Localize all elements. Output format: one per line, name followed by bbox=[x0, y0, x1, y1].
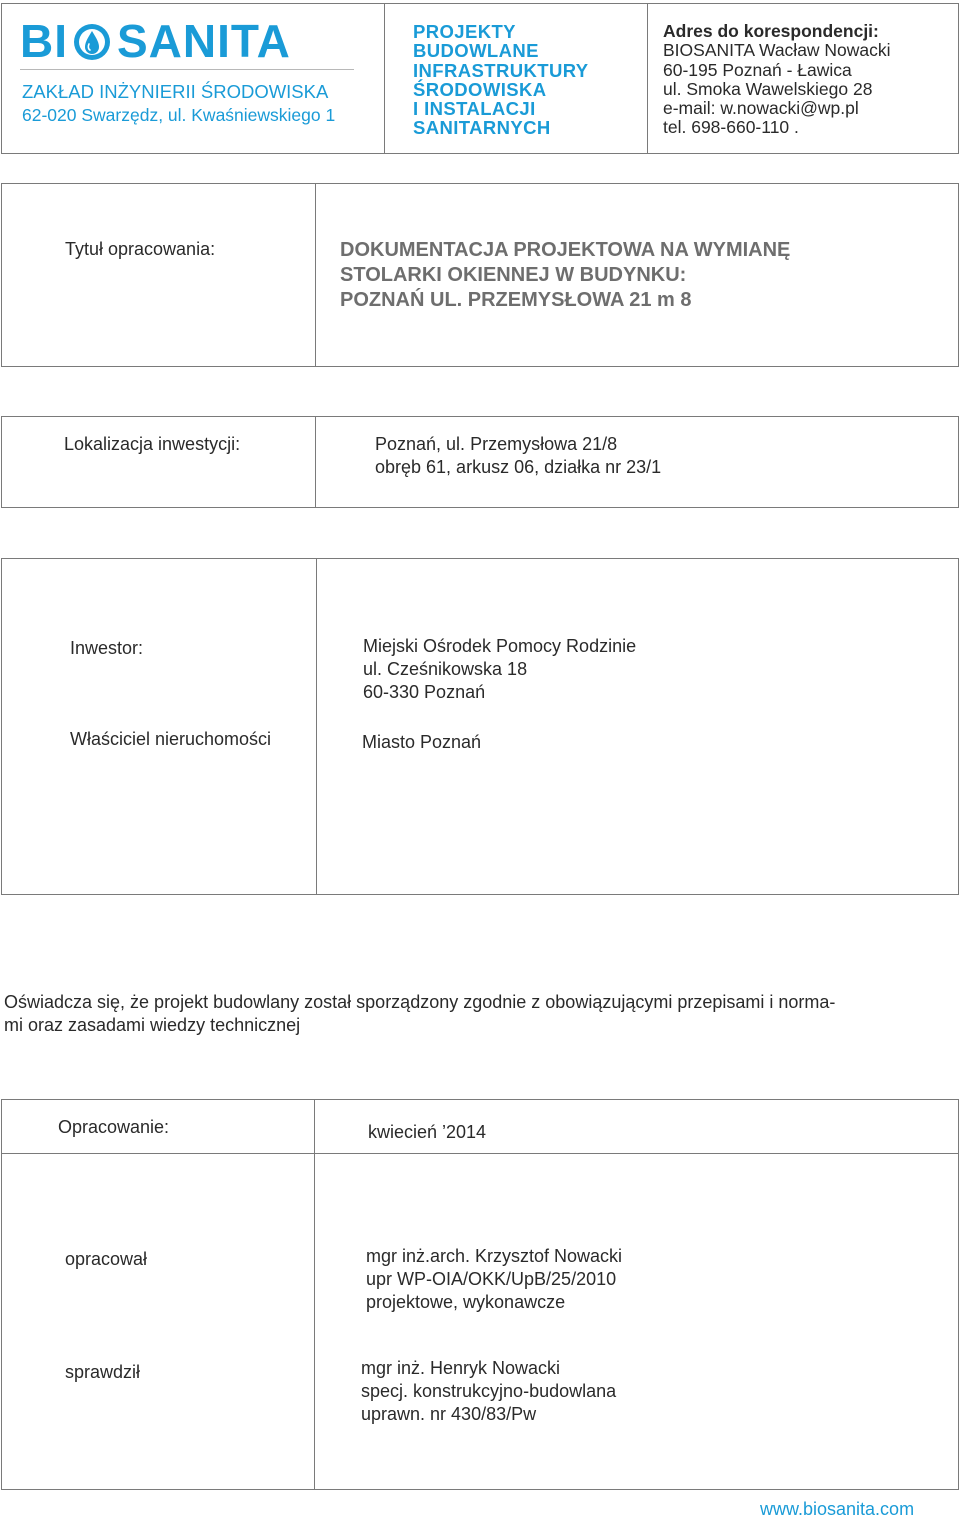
tagline-line: SANITARNYCH bbox=[413, 117, 551, 139]
correspondence-heading: Adres do korespondencji: bbox=[663, 21, 879, 41]
author-label: opracował bbox=[65, 1249, 148, 1269]
water-drop-icon bbox=[72, 22, 112, 62]
tagline-line: I INSTALACJI bbox=[413, 98, 536, 120]
compliance-statement bbox=[4, 991, 835, 1037]
statement-line: Oświadcza się, że projekt budowlany został sporządzony zgodnie z obowiązującymi przepisami i norma- bbox=[4, 992, 836, 1012]
investor-box bbox=[1, 558, 959, 895]
author-license: upr WP-OIA/OKK/UpB/25/2010 bbox=[366, 1269, 617, 1289]
owner-value: Miasto Poznań bbox=[362, 732, 482, 752]
correspondence-line: BIOSANITA Wacław Nowacki bbox=[663, 40, 891, 61]
investor-name: Miejski Ośrodek Pomocy Rodzinie bbox=[363, 636, 637, 656]
tagline-line: BUDOWLANE bbox=[413, 40, 539, 62]
company-address: 62-020 Swarzędz, ul. Kwaśniewskiego 1 bbox=[22, 105, 336, 125]
investor-label: Inwestor: bbox=[70, 638, 144, 658]
document-title-line: STOLARKI OKIENNEJ W BUDYNKU: bbox=[340, 264, 687, 286]
logo-text-bi: BI bbox=[20, 15, 68, 67]
title-label: Tytuł opracowania: bbox=[65, 239, 216, 259]
location-plot: obręb 61, arkusz 06, działka nr 23/1 bbox=[375, 457, 662, 477]
investor-street: ul. Cześnikowska 18 bbox=[363, 659, 528, 679]
correspondence-line: ul. Smoka Wawelskiego 28 bbox=[663, 78, 873, 99]
company-name: ZAKŁAD INŻYNIERII ŚRODOWISKA bbox=[22, 81, 329, 102]
header-divider-1 bbox=[384, 3, 385, 154]
investor-city: 60-330 Poznań bbox=[363, 682, 486, 702]
prepared-date: kwiecień ’2014 bbox=[368, 1122, 487, 1142]
prepared-row-separator bbox=[1, 1153, 959, 1154]
statement-line: mi oraz zasadami wiedzy technicznej bbox=[4, 1015, 301, 1035]
prepared-label: Opracowanie: bbox=[58, 1117, 170, 1137]
checker-name: mgr inż. Henryk Nowacki bbox=[361, 1358, 561, 1378]
author-scope: projektowe, wykonawcze bbox=[366, 1292, 566, 1312]
document-title-line: POZNAŃ UL. PRZEMYSŁOWA 21 m 8 bbox=[340, 289, 692, 311]
investor-divider bbox=[316, 558, 317, 895]
services-tagline bbox=[413, 22, 589, 138]
checker-license: uprawn. nr 430/83/Pw bbox=[361, 1404, 537, 1424]
location-line: Poznań, ul. Przemysłowa 21/8 bbox=[375, 434, 618, 454]
header-divider-2 bbox=[647, 3, 648, 154]
tagline-line: PROJEKTY bbox=[413, 21, 516, 42]
tagline-line: INFRASTRUKTURY bbox=[413, 59, 589, 81]
correspondence-phone: tel. 698-660-110 . bbox=[663, 117, 799, 138]
location-label: Lokalizacja inwestycji: bbox=[64, 434, 241, 454]
checker-label: sprawdził bbox=[65, 1362, 141, 1382]
logo-underline bbox=[20, 69, 354, 70]
author-name: mgr inż.arch. Krzysztof Nowacki bbox=[366, 1246, 623, 1266]
document-title-line: DOKUMENTACJA PROJEKTOWA NA WYMIANĘ bbox=[340, 239, 791, 261]
correspondence-line: 60-195 Poznań - Ławica bbox=[663, 59, 852, 80]
correspondence-email: e-mail: w.nowacki@wp.pl bbox=[663, 98, 859, 119]
owner-label: Właściciel nieruchomości bbox=[70, 729, 272, 749]
checker-specialty: specj. konstrukcyjno-budowlana bbox=[361, 1381, 617, 1401]
tagline-line: ŚRODOWISKA bbox=[413, 78, 547, 100]
prepared-divider bbox=[314, 1099, 315, 1490]
website-link[interactable]: www.biosanita.com bbox=[760, 1499, 915, 1519]
logo-text-sanita: SANITA bbox=[117, 15, 291, 67]
title-divider bbox=[315, 183, 316, 367]
location-divider bbox=[315, 416, 316, 508]
correspondence-address bbox=[663, 22, 891, 138]
document-title bbox=[340, 238, 790, 313]
